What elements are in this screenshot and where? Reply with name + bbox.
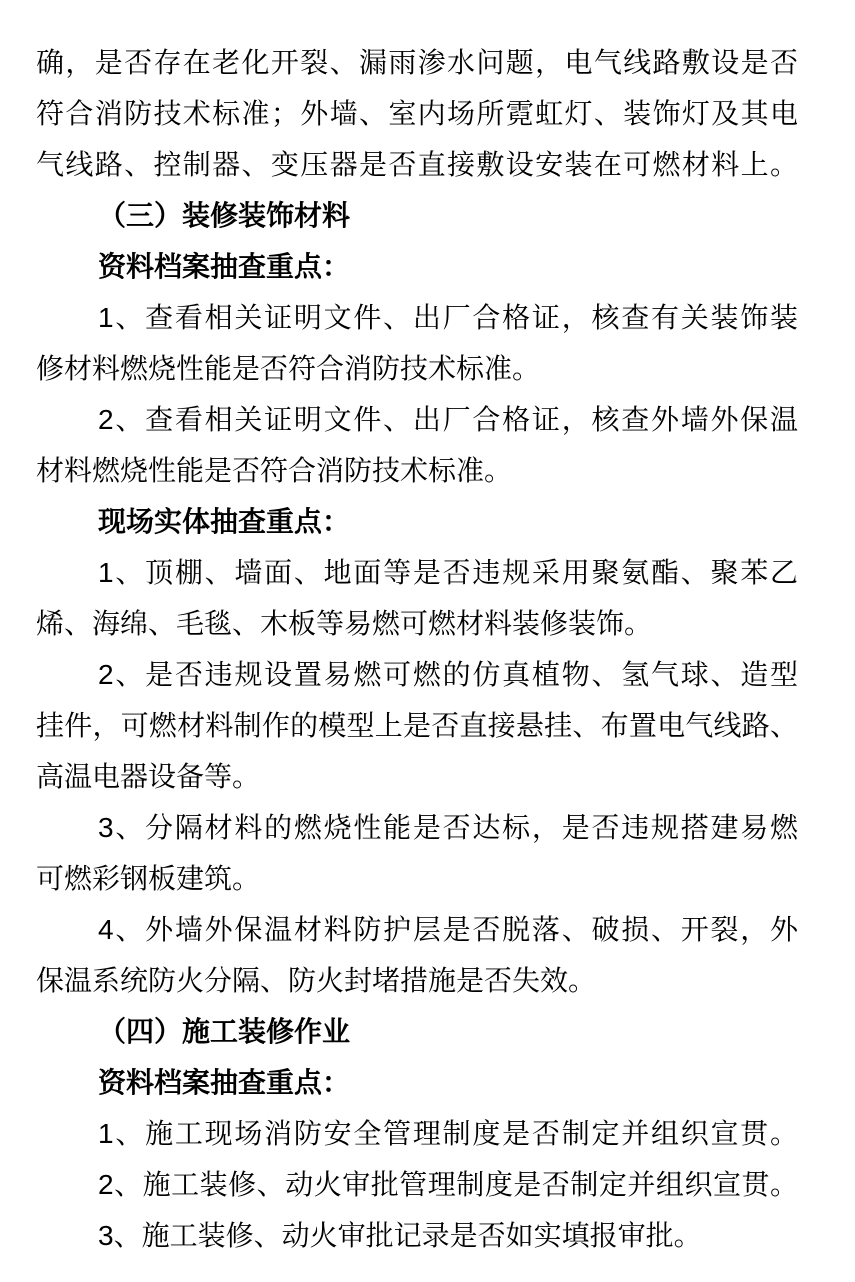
text-line: 4、外墙外保温材料防护层是否脱落、破损、开裂，外 [98, 914, 798, 945]
text-line: 1、顶棚、墙面、地面等是否违规采用聚氨酯、聚苯乙 [98, 557, 798, 588]
text-line: 高温电器设备等。 [36, 761, 261, 792]
text-line: 可燃彩钢板建筑。 [36, 863, 261, 894]
text-line: 保温系统防火分隔、防火封堵措施是否失效。 [36, 965, 597, 996]
text-line: 烯、海绵、毛毯、木板等易燃可燃材料装修装饰。 [36, 608, 653, 639]
text-line: 1、施工现场消防安全管理制度是否制定并组织宣贯。 [98, 1118, 798, 1149]
text-line: 1、查看相关证明文件、出厂合格证，核查有关装饰装 [98, 302, 798, 333]
text-line: 修材料燃烧性能是否符合消防技术标准。 [36, 353, 541, 384]
text-line: 3、施工装修、动火审批记录是否如实填报审批。 [98, 1220, 702, 1251]
text-line: 符合消防技术标准；外墙、室内场所霓虹灯、装饰灯及其电 [36, 98, 798, 129]
text-line: 2、施工装修、动火审批管理制度是否制定并组织宣贯。 [98, 1169, 798, 1200]
text-line: 确，是否存在老化开裂、漏雨渗水问题，电气线路敷设是否 [36, 47, 798, 78]
text-line: 挂件，可燃材料制作的模型上是否直接悬挂、布置电气线路、 [36, 710, 798, 741]
text-line: 2、查看相关证明文件、出厂合格证，核查外墙外保温 [98, 404, 798, 435]
heading-line: 资料档案抽查重点： [98, 251, 351, 282]
text-line: 气线路、控制器、变压器是否直接敷设安装在可燃材料上。 [36, 149, 798, 180]
text-line: 材料燃烧性能是否符合消防技术标准。 [36, 455, 513, 486]
heading-line: （三）装修装饰材料 [98, 200, 351, 231]
document-text-block [36, 37, 798, 1261]
text-line: 2、是否违规设置易燃可燃的仿真植物、氢气球、造型 [98, 659, 798, 690]
text-line: 3、分隔材料的燃烧性能是否达标，是否违规搭建易燃 [98, 812, 798, 843]
heading-line: 现场实体抽查重点： [98, 506, 351, 537]
heading-line: 资料档案抽查重点： [98, 1067, 351, 1098]
heading-line: （四）施工装修作业 [98, 1016, 351, 1047]
